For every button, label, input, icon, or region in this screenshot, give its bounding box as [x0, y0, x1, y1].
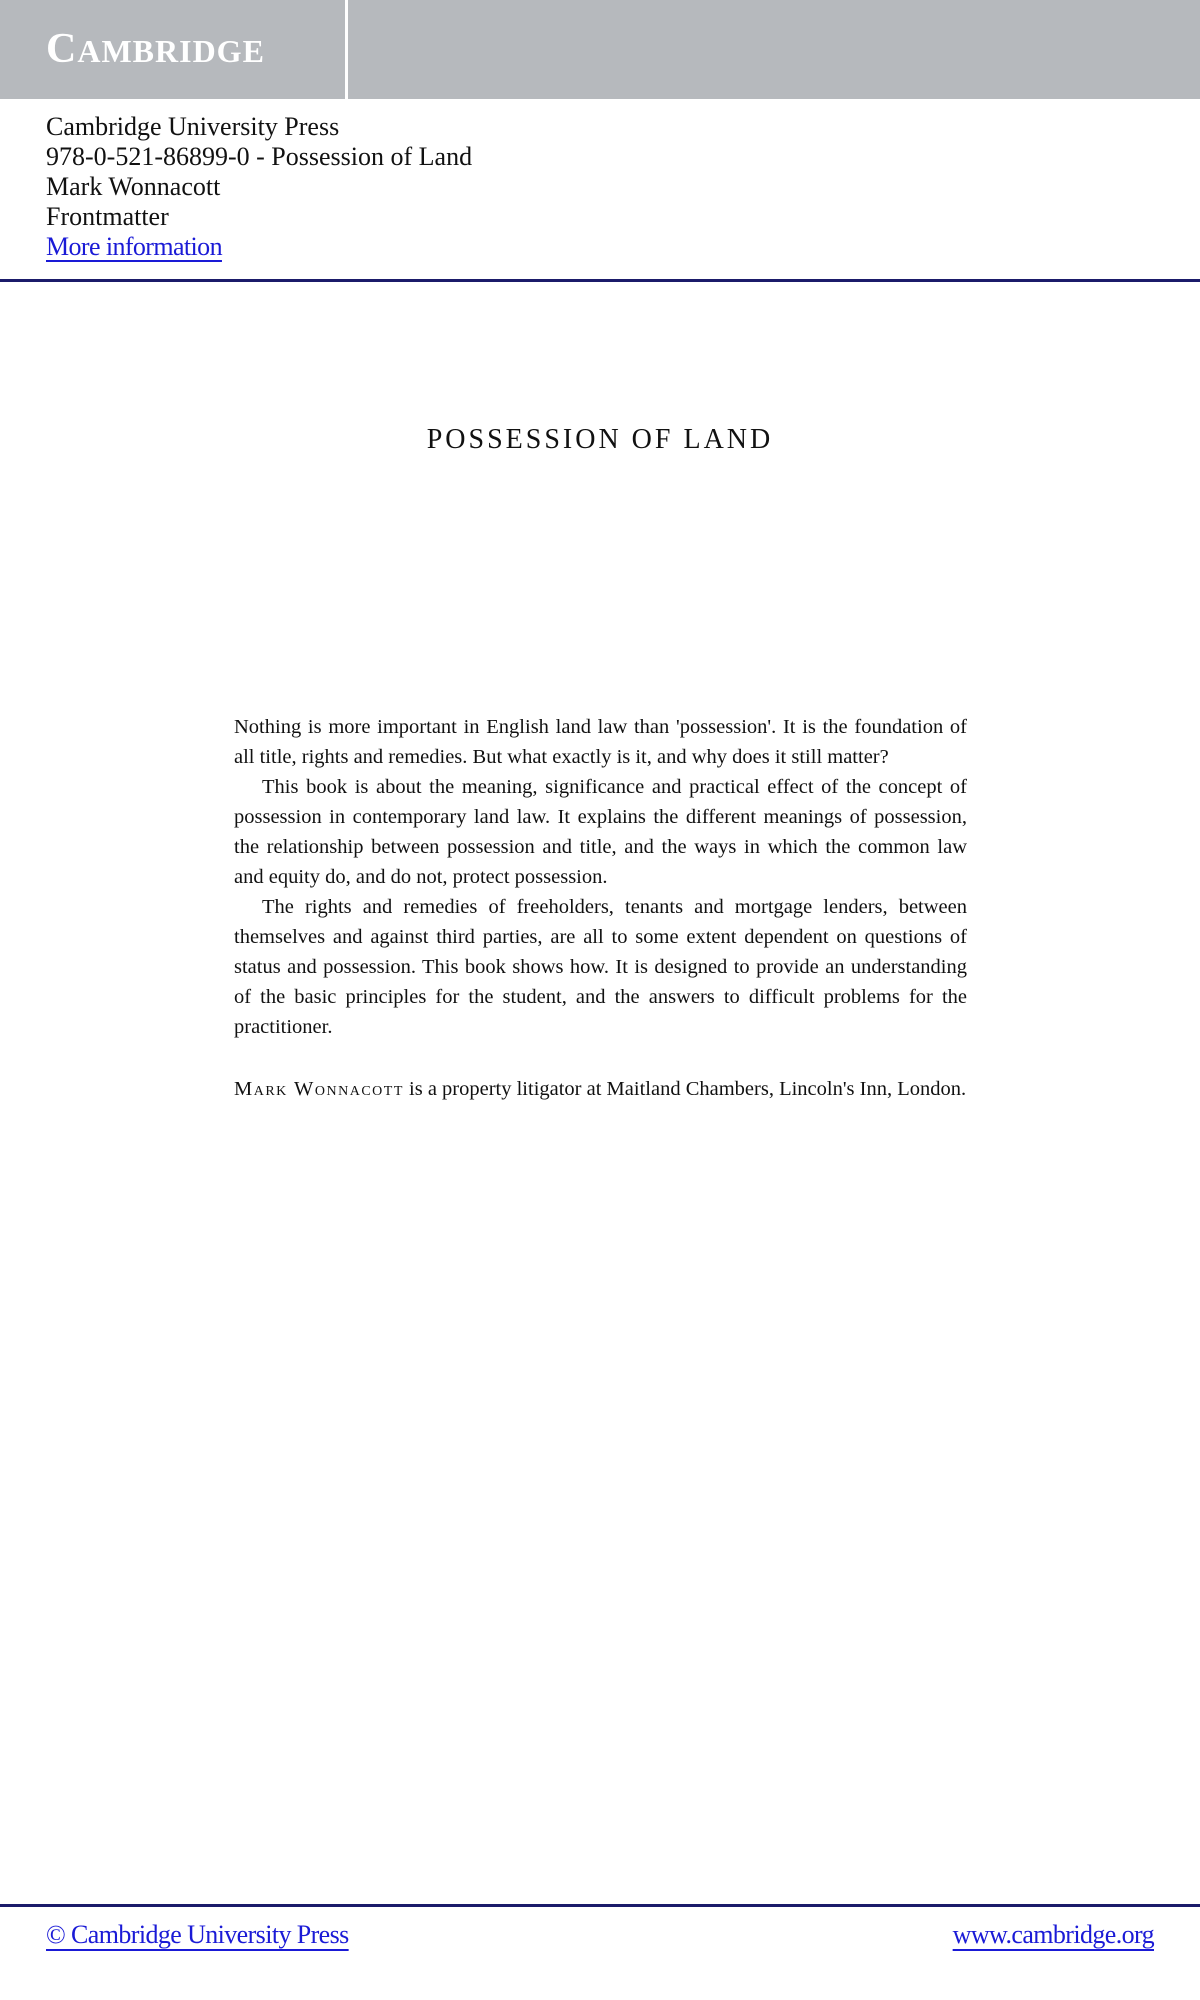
cambridge-logo: CAMBRIDGE — [46, 26, 265, 72]
author-bio-name: Mark Wonnacott — [234, 1078, 404, 1100]
header-bar — [0, 0, 1200, 99]
section-name: Frontmatter — [46, 202, 169, 231]
author-bio-text: is a property litigator at Maitland Chambers, Lincoln's Inn, London. — [403, 1078, 967, 1100]
copyright-link[interactable]: © Cambridge University Press — [46, 1920, 349, 1949]
header-divider — [345, 0, 348, 99]
footer-rule — [0, 1904, 1200, 1907]
book-metadata — [46, 112, 472, 262]
publisher-name: Cambridge University Press — [46, 112, 340, 141]
author-bio — [234, 1074, 967, 1104]
website-link[interactable]: www.cambridge.org — [952, 1920, 1154, 1949]
description-paragraph: This book is about the meaning, significance and practical effect of the concept of possession in contemporary land law. It explains the different meanings of possession, the relationship between possession and title, and the ways in which the common law and equity do, and do not, protect possession. — [234, 776, 967, 888]
book-description — [234, 712, 967, 1104]
page-title: POSSESSION OF LAND — [426, 424, 774, 455]
author-name: Mark Wonnacott — [46, 172, 221, 201]
isbn-title: 978-0-521-86899-0 - Possession of Land — [46, 142, 473, 171]
header-rule — [0, 279, 1200, 282]
description-paragraph: The rights and remedies of freeholders, tenants and mortgage lenders, between themselves and against third parties, are all to some extent dependent on questions of status and possession. This book shows how. It is designed to provide an understanding of the basic principles for the student, and the answers to difficult problems for the practitioner. — [234, 896, 967, 1038]
description-paragraph: Nothing is more important in English land law than 'possession'. It is the foundation of all title, rights and remedies. But what exactly is it, and why does it still matter? — [234, 716, 967, 768]
more-information-link[interactable]: More information — [46, 232, 222, 261]
